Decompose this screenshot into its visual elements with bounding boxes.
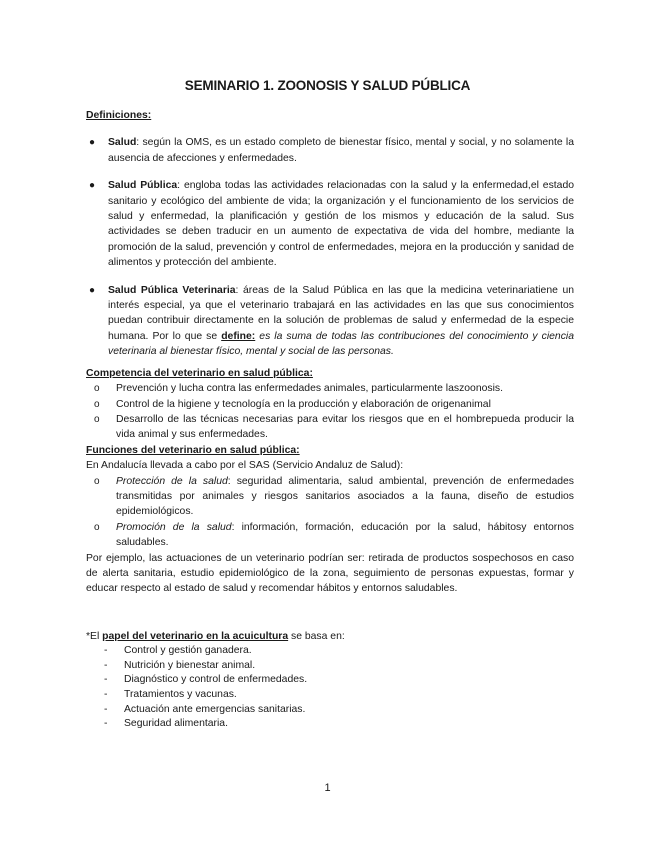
- dash-bullet-icon: -: [104, 688, 108, 700]
- acuicultura-item: - Control y gestión ganadera.: [86, 644, 574, 659]
- definition-text: áreas de la Salud Pública en las que la medicina veterinariatiene un interés especial, ya que el veterinario trabajará en las actividades en las que sus conocimientos puedan contribuir directamente en la solución de problemas de salud y enfermedad de la especie humana. Por lo que se: [108, 284, 574, 342]
- funcion-item: o Protección de la salud: seguridad alimentaria, salud ambiental, prevención de enfermedades transmitidas por animales y riesgos sanitarios asociados a la fauna, diseño de estudios epidemiológicos.: [94, 475, 574, 518]
- circle-bullet-icon: o: [94, 475, 100, 487]
- define-text: es la suma de todas las contribuciones del conocimiento y ciencia veterinaria al bienestar físico, mental y social de las personas.: [108, 330, 574, 358]
- definition-text: según la OMS, es un estado completo de bienestar físico, mental y social, y no solamente la ausencia de afecciones y enfermedades.: [108, 137, 574, 164]
- acuicultura-item: - Actuación ante emergencias sanitarias.: [86, 703, 574, 718]
- acuicultura-item: - Tratamientos y vacunas.: [86, 688, 574, 703]
- dash-bullet-icon: -: [104, 659, 108, 671]
- funciones-example: Por ejemplo, las actuaciones de un veterinario podrían ser: retirada de productos sospechosos en caso de alerta sanitaria, estudio epidemiológico de la zona, seguimiento de personas expuestas, formar y educar respecto al estado de salud y recomendar hábitos y entornos saludables.: [86, 552, 574, 595]
- acuicultura-link-text: papel del veterinario en la acuicultura: [102, 630, 289, 642]
- dash-bullet-icon: -: [104, 645, 108, 657]
- funciones-intro: En Andalucía llevada a cabo por el SAS (Servicio Andaluz de Salud):: [86, 460, 404, 472]
- competencia-item: o Control de la higiene y tecnología en la producción y elaboración de origenanimal: [86, 397, 574, 412]
- definiciones-heading: Definiciones:: [86, 110, 152, 121]
- bullet-icon: ●: [89, 180, 96, 192]
- funcion-label: Protección de la salud: [116, 475, 228, 487]
- page-number: 1: [324, 782, 331, 794]
- definition-term: Salud: [108, 137, 137, 149]
- circle-bullet-icon: o: [94, 383, 100, 395]
- funciones-heading: Funciones del veterinario en salud pública:: [86, 444, 300, 456]
- dash-bullet-icon: -: [104, 703, 108, 715]
- competencia-item: o Prevención y lucha contra las enfermedades animales, particularmente laszoonosis.: [86, 381, 574, 396]
- competencia-heading: Competencia del veterinario en salud pública:: [86, 367, 313, 379]
- competencia-item: o Desarrollo de las técnicas necesarias para evitar los riesgos que en el hombrepueda producir la vida animal y sus enfermedades.: [94, 413, 574, 441]
- define-label: define:: [221, 330, 256, 342]
- definition-term: Salud Pública Veterinaria: [108, 284, 236, 296]
- circle-bullet-icon: o: [94, 398, 100, 410]
- circle-bullet-icon: o: [94, 413, 100, 425]
- definition-text: engloba todas las actividades relacionadas con la salud y la enfermedad,el estado sanitario y ecológico del ambiente de vida; la organización y el funcionamiento de los servicios de salud y enfermedad, la planificación y gestión de los mismos y educación de la salud. Sus actividades se deben traducir en un aumento de expectativa de vida del hombre, mediante la promoción de la salud, prevención y control de enfermedades, mejora en la producción y sanidad de alimentos y protección del ambiente.: [108, 180, 575, 269]
- dash-bullet-icon: -: [104, 718, 108, 730]
- definition-item: ● Salud: según la OMS, es un estado completo de bienestar físico, mental y social, y no solamente la ausencia de afecciones y enfermedades.: [89, 137, 574, 164]
- acuicultura-item: - Seguridad alimentaria.: [86, 717, 574, 732]
- definition-item: ● Salud Pública Veterinaria: áreas de la Salud Pública en las que la medicina veterinariatiene un interés especial, ya que el veterinario trabajará en las actividades en las que sus conocimientos puedan contribuir directamente en la solución de problemas de salud y enfermedad de la especie humana. Por lo que se define: es la suma de todas las contribuciones del conocimiento y ciencia veterinaria al bienestar físico, mental y social de las personas.: [89, 284, 574, 358]
- definition-term: Salud Pública: [108, 180, 178, 192]
- bullet-icon: ●: [89, 137, 96, 149]
- funcion-item: o Promoción de la salud: información, formación, educación por la salud, hábitosy entornos saludables.: [94, 521, 574, 549]
- document-body: [86, 108, 574, 732]
- acuicultura-item: - Diagnóstico y control de enfermedades.: [86, 673, 574, 688]
- dash-bullet-icon: -: [104, 674, 108, 686]
- circle-bullet-icon: o: [94, 521, 100, 533]
- acuicultura-intro: *El papel del veterinario en la acuicultura se basa en:: [86, 630, 345, 642]
- definition-item: ● Salud Pública: engloba todas las actividades relacionadas con la salud y la enfermedad,el estado sanitario y ecológico del ambiente de vida; la organización y el funcionamiento de los servicios de salud y enfermedad, la planificación y gestión de los mismos y educación de la salud. Sus actividades se deben traducir en un aumento de expectativa de vida del hombre, mediante la promoción de la salud, prevención y control de enfermedades, mejora en la producción y sanidad de alimentos y protección del ambiente.: [89, 180, 575, 269]
- acuicultura-item: - Nutrición y bienestar animal.: [86, 659, 574, 674]
- page-title: SEMINARIO 1. ZOONOSIS Y SALUD PÚBLICA: [184, 78, 471, 93]
- bullet-icon: ●: [89, 284, 96, 296]
- funcion-label: Promoción de la salud: [116, 521, 232, 533]
